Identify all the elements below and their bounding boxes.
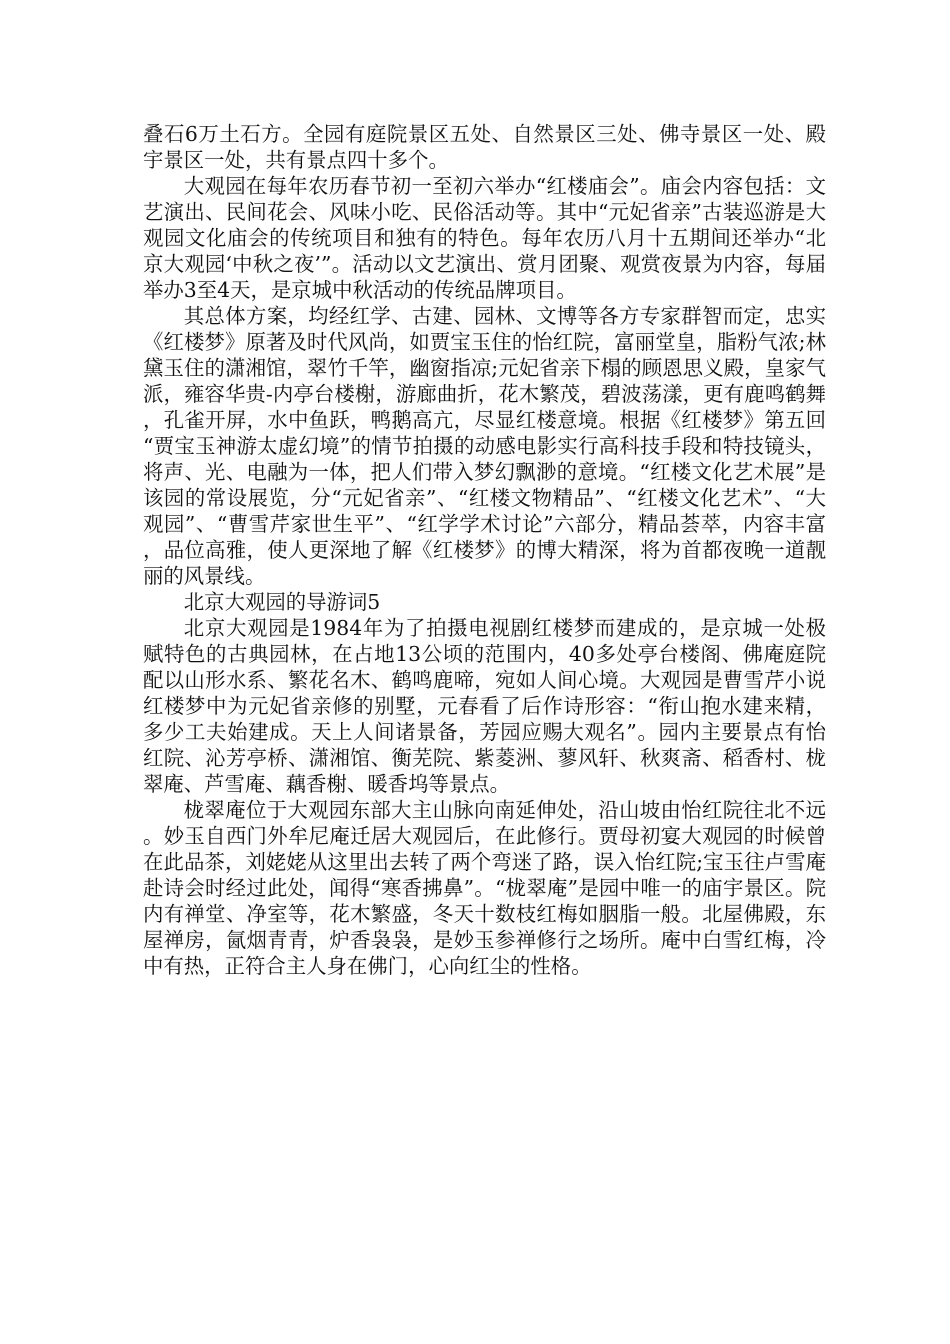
section-heading: 北京大观园的导游词5 [183, 590, 381, 614]
paragraph-longcui-nunnery: 栊翠庵位于大观园东部大主山脉向南延伸处，沿山坡由怡红院往北不远。妙玉自西门外牟尼庵迁居大观园后，在此修行。贾母初宴大观园的时候曾在此品茶，刘姥姥从这里出去转了两个弯迷了路，误入怡红院;宝玉往卢雪庵赴诗会时经过此处，闻得“寒香拂鼻”。“栊翠庵”是园中唯一的庙宇景区。院内有禅堂、净室等，花木繁盛，冬天十数枝红梅如胭脂一般。北屋佛殿，东屋禅房，氤烟青青，炉香袅袅，是妙玉参禅修行之场所。庵中白雪红梅，冷中有热，正符合主人身在佛门，心向红尘的性格。 [143, 798, 826, 978]
paragraph-overall-plan: 其总体方案，均经红学、古建、园林、文博等各方专家群智而定，忠实《红楼梦》原著及时代风尚，如贾宝玉住的怡红院，富丽堂皇，脂粉气浓;林黛玉住的潇湘馆，翠竹千竿，幽窗指凉;元妃省亲下榻的顾恩思义殿，皇家气派，雍容华贵-内亭台楼榭，游廊曲折，花木繁茂，碧波荡漾，更有鹿鸣鹤舞，孔雀开屏，水中鱼跃，鸭鹅高亢，尽显红楼意境。根据《红楼梦》第五回“贾宝玉神游太虚幻境”的情节拍摄的动感电影实行高科技手段和特技镜头，将声、光、电融为一体，把人们带入梦幻飘渺的意境。“红楼文化艺术展”是该园的常设展览，分“元妃省亲”、“红楼文物精品”、“红楼文化艺术”、“大观园”、“曹雪芹家世生平”、“红学学术讨论”六部分，精品荟萃，内容丰富，品位高雅，使人更深地了解《红楼梦》的博大精深，将为首都夜晚一道靓丽的风景线。 [143, 304, 826, 588]
document-page [143, 121, 826, 979]
paragraph-temple-fair: 大观园在每年农历春节初一至初六举办“红楼庙会”。庙会内容包括：文艺演出、民间花会、风味小吃、民俗活动等。其中“元妃省亲”古装巡游是大观园文化庙会的传统项目和独有的特色。每年农历八月十五期间还举办“北京大观园‘中秋之夜’”。活动以文艺演出、赏月团聚、观赏夜景为内容，每届举办3至4天，是京城中秋活动的传统品牌项目。 [143, 174, 826, 302]
paragraph-continuation: 叠石6万土石方。全园有庭院景区五处、自然景区三处、佛寺景区一处、殿宇景区一处，共有景点四十多个。 [143, 122, 826, 172]
paragraph-introduction: 北京大观园是1984年为了拍摄电视剧红楼梦而建成的，是京城一处极赋特色的古典园林，在占地13公顷的范围内，40多处亭台楼阁、佛庵庭院配以山形水系、繁花名木、鹤鸣鹿啼，宛如人间心境。大观园是曹雪芹小说红楼梦中为元妃省亲修的别墅，元春看了后作诗形容：“衔山抱水建来精，多少工夫始建成。天上人间诸景备，芳园应赐大观名”。园内主要景点有怡红院、沁芳亭桥、潇湘馆、衡芜院、紫菱洲、蓼风轩、秋爽斋、稻香村、栊翠庵、芦雪庵、藕香榭、暖香坞等景点。 [143, 616, 826, 796]
